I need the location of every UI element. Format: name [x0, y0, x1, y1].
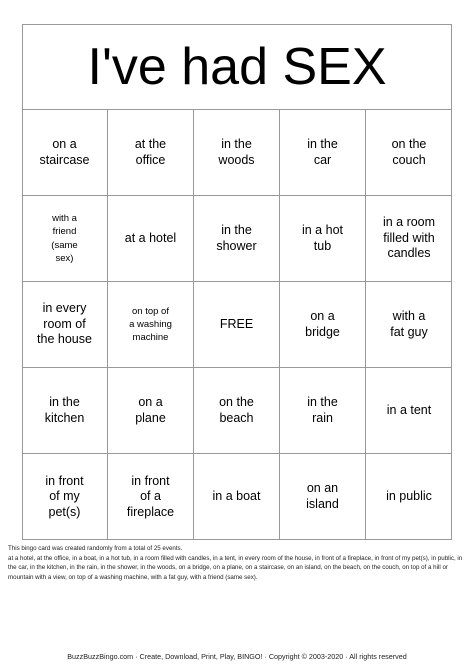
bingo-cell-free: FREE	[194, 282, 280, 368]
bingo-cell: in front of my pet(s)	[22, 454, 108, 540]
bingo-cell: in front of a fireplace	[108, 454, 194, 540]
card-title: I've had SEX	[22, 24, 452, 110]
bingo-cell: in the kitchen	[22, 368, 108, 454]
events-note	[8, 544, 466, 582]
bingo-cell: on an island	[280, 454, 366, 540]
bingo-cell: in the shower	[194, 196, 280, 282]
bingo-cell: at a hotel	[108, 196, 194, 282]
note-events: at a hotel, at the office, in a boat, in a hot tub, in a room filled with candles, in a tent, in every room of the house, in front of a fireplace, in front of my pet(s), in public, in the car, in the kitchen, in the rain, in the shower, in the woods, on a bridge, on a plane, on a staircase, on an island, on the beach, on the couch, on top of a hill or mountain with a view, on top of a washing machine, with a fat guy, with a friend (same sex).	[8, 554, 463, 581]
bingo-cell: on a bridge	[280, 282, 366, 368]
bingo-cell: in a hot tub	[280, 196, 366, 282]
bingo-cell: in a tent	[366, 368, 452, 454]
note-intro: This bingo card was created randomly from a total of 25 events.	[8, 545, 183, 552]
bingo-cell: in the car	[280, 110, 366, 196]
bingo-cell: in the woods	[194, 110, 280, 196]
bingo-cell: in the rain	[280, 368, 366, 454]
bingo-cell: on top of a washing machine	[108, 282, 194, 368]
bingo-cell: in a boat	[194, 454, 280, 540]
bingo-cell: in every room of the house	[22, 282, 108, 368]
bingo-grid	[22, 110, 452, 540]
bingo-cell: on a plane	[108, 368, 194, 454]
bingo-cell: on a staircase	[22, 110, 108, 196]
bingo-cell: in a room filled with candles	[366, 196, 452, 282]
footer: BuzzBuzzBingo.com · Create, Download, Print, Play, BINGO! · Copyright © 2003-2020 · All rights reserved	[67, 652, 407, 661]
bingo-cell: on the couch	[366, 110, 452, 196]
bingo-cell: on the beach	[194, 368, 280, 454]
bingo-cell: with a fat guy	[366, 282, 452, 368]
bingo-cell: with a friend (same sex)	[22, 196, 108, 282]
bingo-cell: at the office	[108, 110, 194, 196]
bingo-cell: in public	[386, 489, 432, 504]
